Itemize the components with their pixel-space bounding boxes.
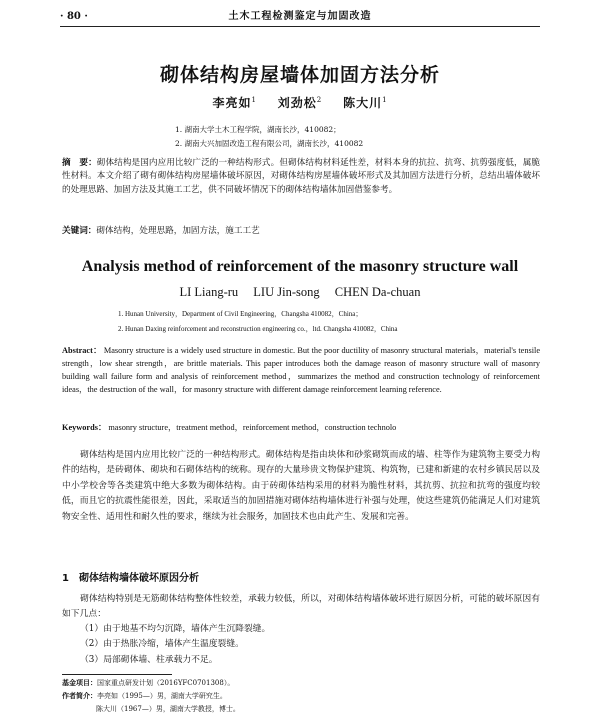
- footnote-divider: [62, 674, 172, 675]
- english-title: Analysis method of reinforcement of the masonry structure wall: [81, 258, 519, 275]
- author-3: 陈大川$^1$: [343, 96, 388, 110]
- chinese-affiliation-2: 2. 湖南大兴加固改造工程有限公司，湖南长沙，410082: [175, 139, 364, 148]
- author-1: 李亮如$^1$: [212, 96, 257, 110]
- list-item: （3）局部砌体墙、柱承载力不足。: [80, 654, 218, 665]
- en-author-3: CHEN Da-chuan: [334, 285, 421, 299]
- intro-paragraph: 砌体结构是国内应用比较广泛的一种结构形式。砌体结构是指由块体和砂浆砌筑而成的墙、柱等作为建筑物主要受力构件的结构，是砖砌体、砌块和石砌体结构的统称。现存的大量珍贵文物保护建筑、构筑物，已建和新建的农村乡镇民居以及中小学校舍等各类建筑中绝大多数为砌体结构。由于砖砌体结构采用的材料为脆性材料，其抗剪、抗拉和抗弯的强度均较低，而且它的抗震性能很差，因此，采取适当的加固措施对砌体结构墙体进行补强与处理，使这些建筑仍能满足人们对建筑物安全性、适用性和耐久性的要求，继续为社会服务，加固技术也由此产生、发展和完善。: [62, 450, 540, 522]
- en-author-1: LI Liang-ru: [179, 285, 239, 299]
- chinese-title: 砌体结构房屋墙体加固方法分析: [159, 64, 440, 86]
- english-affiliation-1: 1. Hunan University，Department of Civil Engineering，Changsha 410082，China；: [118, 310, 363, 318]
- footnote-bio-1: 作者简介：李亮如（1995—）男，湖南大学研究生。: [62, 692, 227, 700]
- english-abstract: [62, 344, 540, 396]
- chinese-authors: [0, 94, 600, 111]
- page-number: · 80 ·: [60, 11, 88, 22]
- section-heading: [62, 569, 199, 584]
- footnote-fund: 基金项目：国家重点研发计划（2016YFC0701308）。: [62, 679, 235, 687]
- en-abstract-label: Abstract：: [62, 346, 102, 355]
- running-head: [60, 8, 540, 27]
- en-keywords-label: Keywords：: [62, 423, 107, 432]
- abstract-label: 摘 要：: [62, 158, 97, 168]
- section-paragraph: 砌体结构特别是无筋砌体结构整体性较差，承载力较低，所以，对砌体结构墙体破坏进行原因分析，可能的破坏原因有如下几点：: [62, 594, 540, 620]
- abstract-text: 砌体结构是国内应用比较广泛的一种结构形式。但砌体结构材料延性差，材料本身的抗拉、抗弯、抗剪强度低，属脆性材料。本文介绍了砌有砌体结构房屋墙体破坏原因，对砌体结构房屋墙体破坏形式及其加固方法进行分析，总结出墙体破坏的处理思路、加固方法及其施工工艺，供不同破坏情况下的砌体结构墙体加固借鉴参考。: [62, 158, 540, 195]
- footnote-bio-2: 陈大川（1967—）男，湖南大学教授，博士。: [96, 705, 240, 713]
- author-2: 刘劲松$^2$: [277, 96, 323, 110]
- english-keywords: [62, 421, 540, 434]
- en-keywords-text: masonry structure，treatment method，reinforcement method，construction technolo: [108, 423, 397, 432]
- chinese-keywords: [62, 225, 540, 238]
- journal-title: 土木工程检测鉴定与加固改造: [228, 11, 372, 22]
- english-affiliation-2: 2. Hunan Daxing reinforcement and reconstruction engineering co.，ltd. Changsha 410082，China: [118, 325, 398, 333]
- chinese-affiliation-1: 1. 湖南大学土木工程学院，湖南长沙，410082；: [175, 125, 341, 134]
- section-title: 砌体结构墙体破坏原因分析: [78, 573, 199, 584]
- list-item: （2）由于热胀冷缩，墙体产生温度裂缝。: [80, 639, 244, 650]
- section-number: 1: [62, 573, 69, 584]
- keywords-label: 关键词：: [62, 226, 97, 236]
- keywords-text: 砌体结构，处理思路，加固方法，施工工艺: [96, 226, 260, 236]
- english-authors: [0, 285, 600, 300]
- chinese-abstract: [62, 157, 540, 197]
- en-abstract-text: Masonry structure is a widely used structure in domestic. But the poor ductility of masonry structural materials，material's tensile strength，low shear strength，are brittle materials. This paper introduces both the damage reason of masonry structure wall of masonry building wall failure form and analysis of reinforcement method，summarizes the method and construction technology of reinforcement ideas，the destruction of the wall，for masonry structure with different damage reinforcement learning reference.: [62, 346, 541, 395]
- cause-list: [80, 622, 270, 668]
- en-author-2: LIU Jin-song: [253, 285, 320, 299]
- list-item: （1）由于地基不均匀沉降，墙体产生沉降裂缝。: [80, 624, 271, 634]
